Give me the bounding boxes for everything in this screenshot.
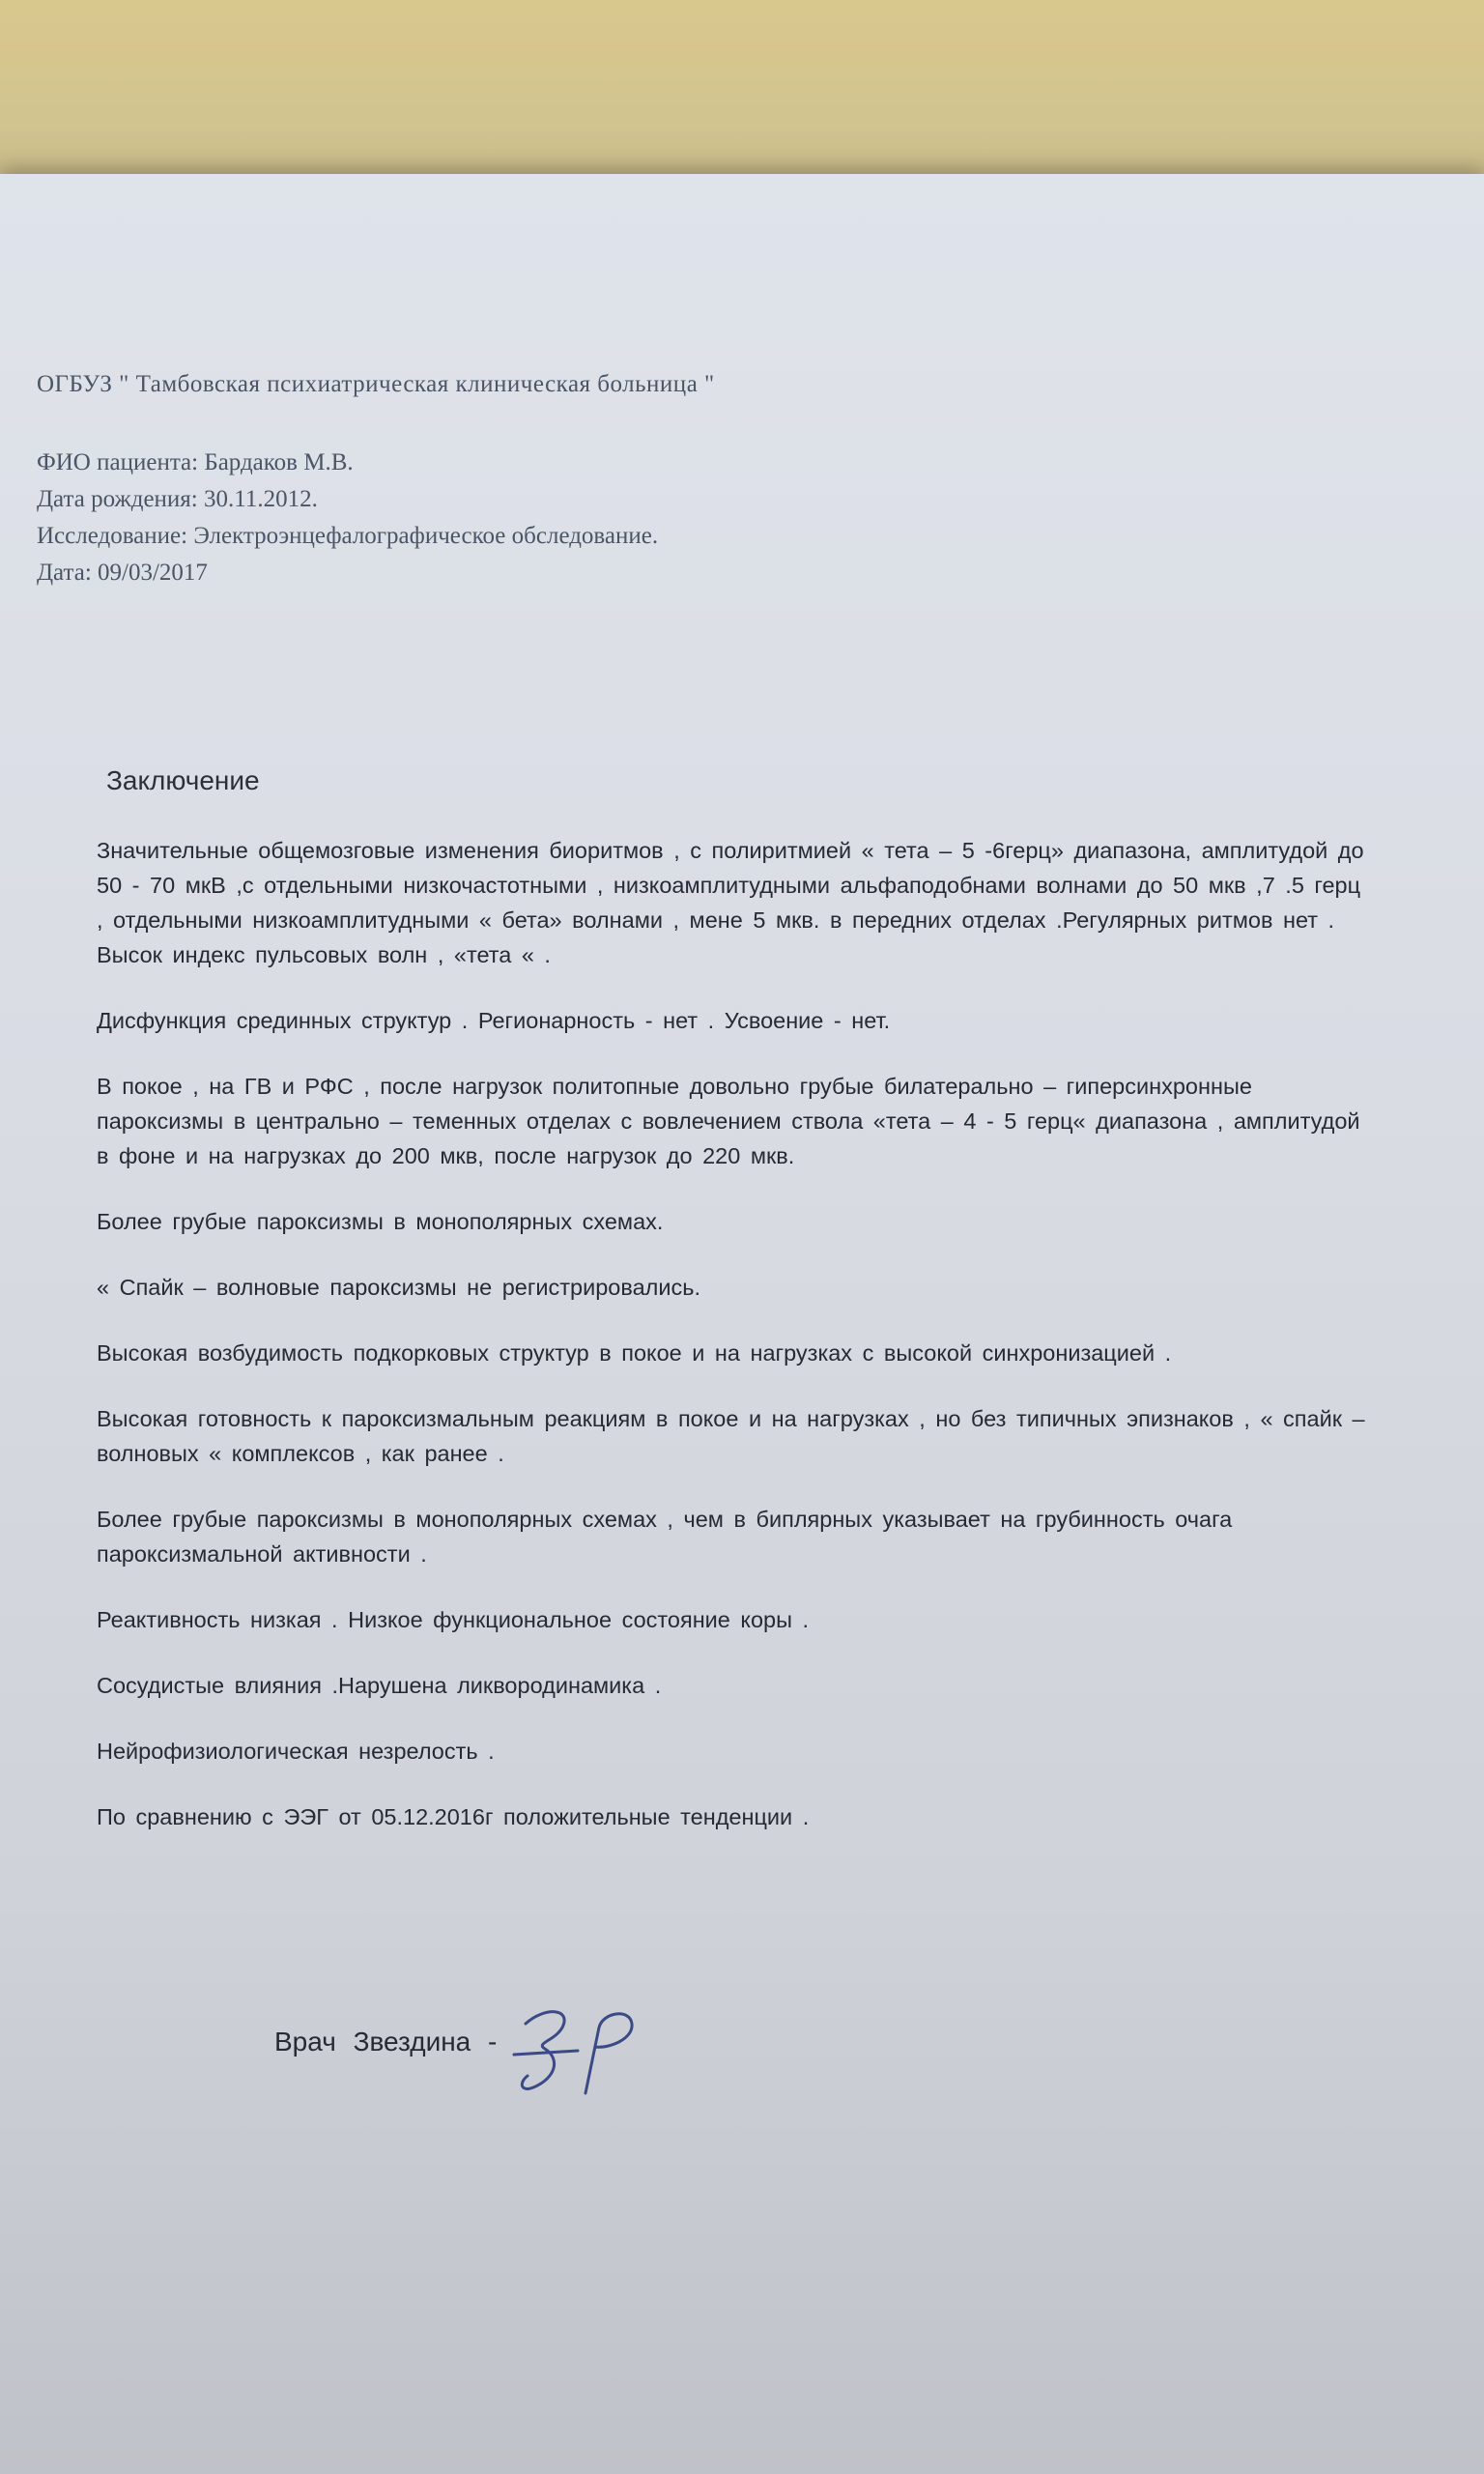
birth-date: Дата рождения: 30.11.2012.	[37, 486, 318, 512]
doctor-signature-block	[274, 1983, 651, 2101]
conclusion-paragraph: Нейрофизиологическая незрелость .	[97, 1739, 495, 1764]
conclusion-paragraph: « Спайк – волновые пароксизмы не регистрировались.	[97, 1275, 701, 1300]
conclusion-paragraph: Сосудистые влияния .Нарушена ликвородинамика .	[97, 1673, 662, 1698]
document-header	[37, 371, 1099, 591]
conclusion-paragraph: В покое , на ГВ и РФС , после нагрузок политопные довольно грубые билатерально – гиперсинхронные пароксизмы в центрально – теменных отделах с вовлечением ствола «тета – 4 - 5 герц« диапазона , амплитудой в фоне и на нагрузках до 200 мкв, после нагрузок до 220 мкв.	[97, 1074, 1360, 1168]
conclusion-paragraph: Более грубые пароксизмы в монополярных схемах , чем в биплярных указывает на грубинность очага пароксизмальной активности .	[97, 1507, 1233, 1567]
conclusion-paragraph: По сравнению с ЭЭГ от 05.12.2016г положительные тенденции .	[97, 1804, 810, 1829]
conclusion-paragraph: Дисфункция срединных структур . Регионарность - нет . Усвоение - нет.	[97, 1008, 891, 1033]
conclusion-body	[97, 833, 1372, 1865]
hospital-name: ОГБУЗ " Тамбовская психиатрическая клиническая больница "	[37, 371, 715, 397]
doctor-label: Врач Звездина -	[274, 2027, 498, 2057]
conclusion-paragraph: Значительные общемозговые изменения биоритмов , с полиритмией « тета – 5 -6герц» диапазона, амплитудой до 50 - 70 мкВ ,с отдельными низкочастотными , низкоамплитудными альфаподобнами волнами до 50 мкв ,7 .5 герц , отдельными низкоамплитудными « бета» волнами , мене 5 мкв. в передних отделах .Регулярных ритмов нет . Высок индекс пульсовых волн , «тета « .	[97, 838, 1364, 967]
study-date: Дата: 09/03/2017	[37, 560, 208, 586]
conclusion-paragraph: Высокая готовность к пароксизмальным реакциям в покое и на нагрузках , но без типичных эпизнаков , « спайк – волновых « комплексов , как ранее .	[97, 1406, 1365, 1466]
conclusion-title: Заключение	[106, 765, 260, 795]
conclusion-paragraph: Более грубые пароксизмы в монополярных схемах.	[97, 1209, 664, 1234]
study-type: Исследование: Электроэнцефалографическое обследование.	[37, 523, 659, 549]
conclusion-paragraph: Реактивность низкая . Низкое функциональное состояние коры .	[97, 1607, 810, 1632]
patient-name: ФИО пациента: Бардаков М.В.	[37, 449, 354, 475]
handwritten-signature	[506, 1995, 651, 2101]
conclusion-paragraph: Высокая возбудимость подкорковых структур в покое и на нагрузках с высокой синхронизацией .	[97, 1340, 1172, 1366]
